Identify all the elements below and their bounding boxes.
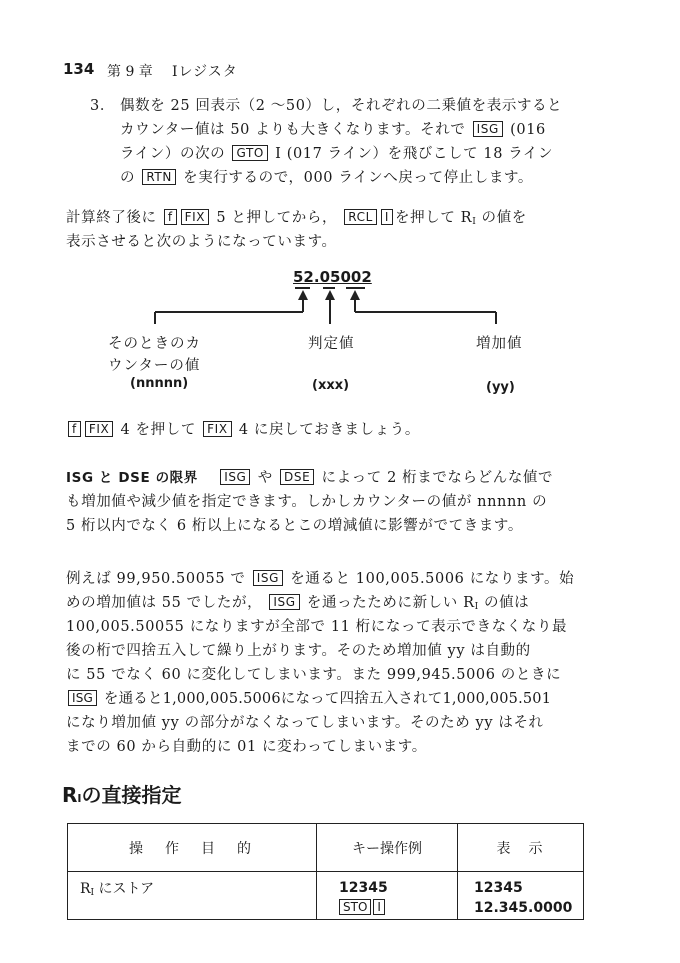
fix-key: FIX — [203, 421, 231, 437]
item-3-line-3: ライン）の次の GTO I (017 ライン）を飛びこして 18 ライン — [120, 146, 554, 162]
operations-table — [67, 823, 584, 920]
i-key: I — [381, 209, 393, 225]
incr-label: 増加値 — [476, 336, 523, 352]
table-header-row — [68, 824, 584, 872]
dse-key: DSE — [280, 469, 314, 485]
example-line-1: 例えば 99,950.50055 で ISG を通ると 100,005.5006 になります。始 — [66, 571, 575, 587]
chapter-title: Iレジスタ — [172, 64, 238, 80]
display-breakdown-arrows — [140, 286, 520, 326]
table-row — [68, 872, 584, 920]
i-key: I — [373, 899, 385, 915]
para-1-line-2: 表示させると次のようになっています。 — [66, 234, 337, 250]
isg-key: ISG — [269, 594, 299, 610]
isg-key: ISG — [473, 121, 503, 137]
para-2: f FIX 4 を押して FIX 4 に戻しておきましょう。 — [66, 418, 420, 439]
example-line-2: めの増加値は 55 でしたが， ISG を通ったために新しい $R_I$ の値は — [66, 595, 530, 612]
counter-code: (nnnnn) — [130, 376, 189, 391]
display-value: 52.05002 — [293, 268, 372, 286]
counter-label-2: ウンターの値 — [108, 358, 201, 374]
limits-line-3: 5 桁以内でなく 6 桁以上になるとこの増減値に影響がでてきます。 — [66, 518, 523, 534]
header-display: 表 示 — [458, 824, 584, 872]
test-code: (xxx) — [312, 378, 350, 393]
counter-label-1: そのときのカ — [108, 336, 201, 352]
row-display: 12345 12.345.0000 — [458, 872, 584, 920]
item-3-line-4: の RTN を実行するので，000 ラインへ戻って停止します。 — [120, 170, 534, 186]
rtn-key: RTN — [142, 169, 176, 185]
item-3-line-1: 偶数を 25 回表示（2 〜50）し，それぞれの二乗値を表示すると — [120, 98, 563, 114]
header-key-example: キー操作例 — [317, 824, 458, 872]
example-line-5: に 55 でなく 60 に変化してしまいます。また 999,945.5006 のときに — [66, 667, 562, 683]
example-line-7: になり増加値 yy の部分がなくなってしまいます。そのため yy はそれ — [66, 715, 544, 731]
limits-heading: ISG と DSE の限界 — [66, 470, 198, 486]
example-line-4: 後の桁で四捨五入して繰り上がります。そのため増加値 yy は自動的 — [66, 643, 531, 659]
test-label: 判定値 — [308, 336, 355, 352]
sto-key: STO — [339, 899, 371, 915]
para-1-line-1: 計算終了後に f FIX 5 と押してから， RCL I を押して $R_I$ の値を — [66, 210, 527, 227]
isg-key: ISG — [68, 690, 97, 706]
section-title: RIの直接指定 — [62, 783, 182, 807]
f-key: f — [164, 209, 177, 225]
f-key: f — [68, 421, 81, 437]
example-line-8: までの 60 から自動的に 01 に変わってしまいます。 — [66, 739, 427, 755]
item-3-line-2: カウンター値は 50 よりも大きくなります。それで ISG (016 — [120, 122, 546, 138]
example-line-3: 100,005.50055 になりますが全部で 11 桁になって表示できなくなり最 — [66, 619, 568, 635]
rcl-key: RCL — [344, 209, 377, 225]
row-purpose: $R_I$ にストア — [68, 872, 317, 920]
limits-line-2: も増加値や減少値を指定できます。しかしカウンターの値が nnnnn の — [66, 494, 548, 510]
page-number: 134 — [63, 60, 95, 78]
row-key-example: 12345 STO I — [317, 872, 458, 920]
item-3-number: 3． — [90, 98, 115, 114]
header-purpose: 操 作 目 的 — [68, 824, 317, 872]
chapter-label: 第 9 章 — [107, 64, 153, 80]
incr-code: (yy) — [486, 380, 515, 395]
fix-key: FIX — [181, 209, 209, 225]
gto-key: GTO — [232, 145, 267, 161]
isg-key: ISG — [253, 570, 283, 586]
fix-key: FIX — [85, 421, 113, 437]
example-line-6: ISG を通ると1,000,005.5006になって四捨五入されて1,000,005.501 — [66, 687, 551, 708]
isg-key: ISG — [220, 469, 250, 485]
limits-line-1: ISG と DSE の限界 ISG や DSE によって 2 桁までならどんな値で — [66, 470, 554, 486]
